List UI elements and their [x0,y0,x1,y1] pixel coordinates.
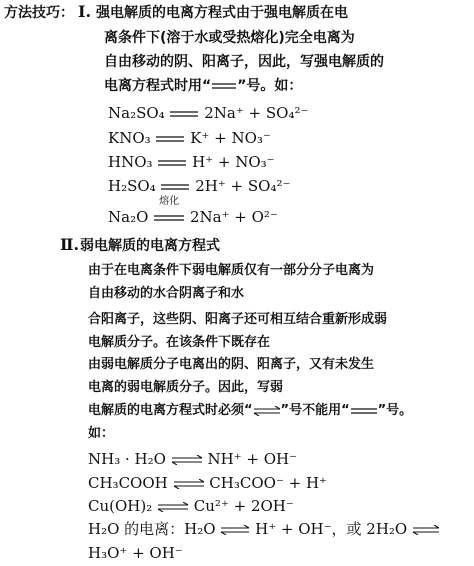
part2-title: 弱电解质的电离方程式 [80,238,220,254]
equals-arrow-icon [155,135,185,143]
part2-text-line-1: 由于在电离条件下弱电解质仅有一部分分子电离为 [88,263,375,278]
equation-ch3cooh: CH₃COOH CH₃COO⁻ + H⁺ [88,474,327,492]
part1-text-line-2: 离条件下(溶于水或受热熔化)完全电离为 [104,30,355,46]
equation-cu-oh-2: Cu(OH)₂ Cu²⁺ + 2OH⁻ [88,497,294,515]
part2-text-line-3: 合阳离子，这些阴、阳离子还可相互结合重新形成弱 [88,312,388,327]
part2-text-line-5: 由弱电解质分子电离出的阴、阳离子，又有未发生 [88,357,375,372]
equation-water-continued: H₃O⁺ + OH⁻ [88,544,183,562]
part2-text-line-7: 电解质的电离方程式时必须“ ”号不能用“ ”号。 [88,403,413,418]
section-heading: 方法技巧： [4,5,74,21]
equation-hno3: HNO₃ H⁺ + NO₃⁻ [108,153,275,171]
equation-na2o: Na₂O 熔化 2Na⁺ + O²⁻ [108,196,278,226]
reversible-arrow-icon [171,455,203,465]
equation-kno3: KNO₃ K⁺ + NO₃⁻ [108,129,271,147]
equation-water-ionization: H₂O 的电离：H₂O H⁺ + OH⁻，或 2H₂O [88,522,440,537]
equation-nh3-h2o: NH₃ · H₂O NH⁺ + OH⁻ [88,450,298,468]
condition-label: 熔化 [159,196,180,207]
reversible-arrow-icon [253,406,281,416]
equals-arrow-icon [157,159,187,167]
part2-numeral: Ⅱ. [60,235,80,254]
part1-text-line-4: 电离方程式时用“ ”号。如： [104,78,303,94]
part2-text-line-2: 自由移动的水合阴离子和水 [88,286,245,301]
reversible-arrow-icon [220,525,250,535]
equation-h2so4: H₂SO₄ 2H⁺ + SO₄²⁻ [108,177,291,195]
reversible-arrow-icon [157,502,189,512]
part1-text-line-3: 自由移动的阴、阳离子，因此，写强电解质的 [104,54,384,70]
part2-text-line-8: 如： [88,426,115,441]
part2-text-line-6: 电离的弱电解质分子。因此，写弱 [88,380,284,395]
part2-text-line-4: 电解质分子。在该条件下既存在 [88,335,271,350]
equation-na2so4: Na₂SO₄ 2Na⁺ + SO₄²⁻ [108,104,309,122]
reversible-arrow-icon [173,479,205,489]
reversible-arrow-icon [412,525,440,535]
equals-arrow-icon [169,110,199,118]
part1-numeral: Ⅰ. [78,2,92,21]
equals-arrow-icon [350,407,378,415]
equals-arrow-icon [153,214,185,222]
equals-arrow-icon [160,183,190,191]
equals-arrow-icon [211,82,237,90]
part1-text-line-1: 强电解质的电离方程式由于强电解质在电 [96,5,348,21]
